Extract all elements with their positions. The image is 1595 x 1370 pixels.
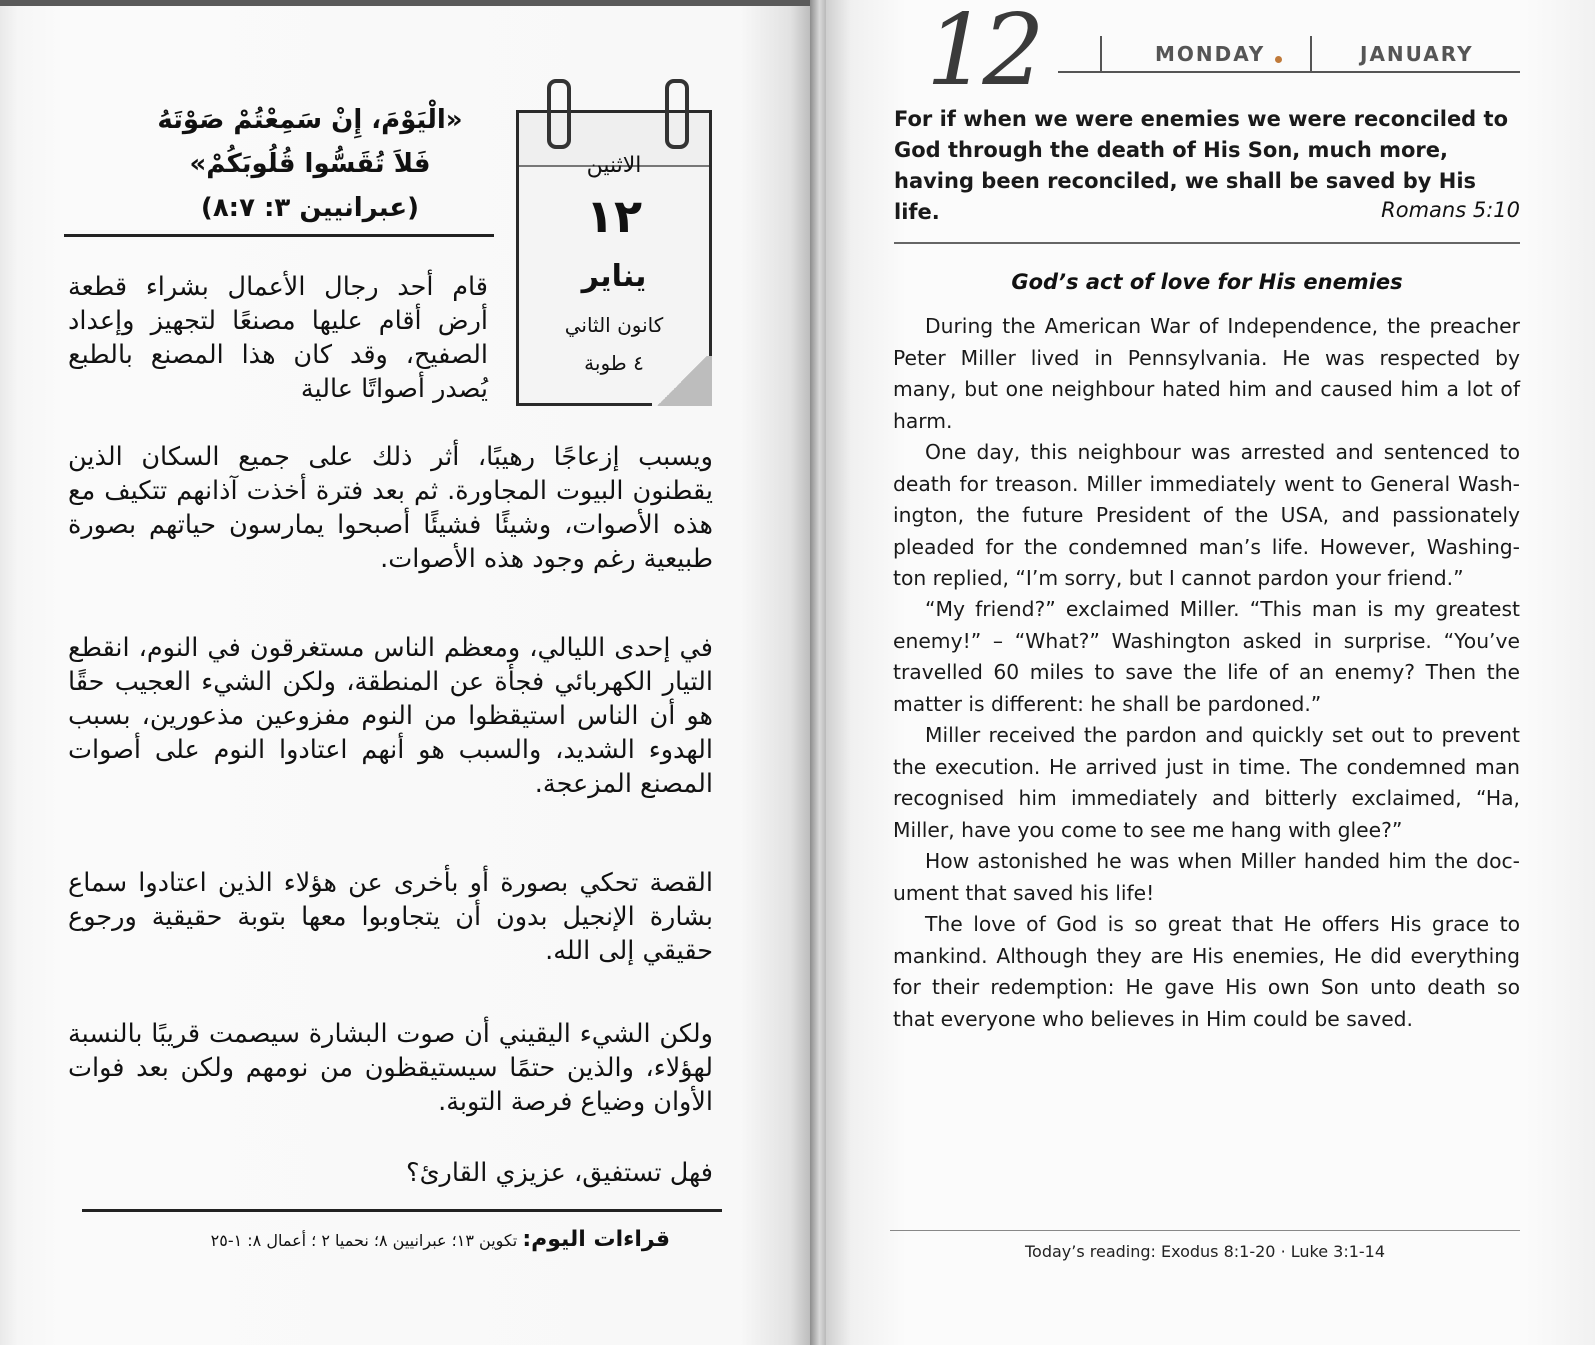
header-month: JANUARY bbox=[1360, 42, 1474, 66]
book-gutter bbox=[810, 0, 826, 1345]
arabic-paragraph: في إحدى الليالي، ومعظم الناس مستغرقون في النوم، انقطع التيار الكهربائي فجأة عن المنطقة، ولكن الشيء العجيب حقًا هو أن الناس استيقظوا من النوم مفزوعين مذعورين، بسبب الهدوء الشديد، والسبب هو أنهم اعتادوا النوم على أصوات المصنع المزعجة. bbox=[68, 633, 713, 799]
calendar-coptic-date: ٤ طوبة bbox=[584, 351, 644, 375]
english-paragraph: How astonished he was when Miller handed him the doc-ument that saved his life! bbox=[893, 849, 1520, 905]
verse-line-2: فَلاَ تُقَسُّوا قُلُوبَكُمْ» bbox=[189, 149, 431, 179]
todays-reading: Today’s reading: Exodus 8:1-20 · Luke 3:1-14 bbox=[1024, 1242, 1386, 1261]
verse-divider bbox=[64, 234, 494, 237]
header-separator bbox=[1100, 36, 1102, 72]
reading-divider bbox=[890, 1230, 1520, 1231]
calendar-syriac-month: كانون الثاني bbox=[564, 313, 664, 337]
arabic-daily-readings bbox=[110, 1227, 670, 1252]
calendar-weekday: الاثنين bbox=[586, 153, 642, 178]
arabic-paragraph: ويسبب إزعاجًا رهيبًا، أثر ذلك على جميع السكان الذين يقطنون البيوت المجاورة. ثم بعد فترة أخذت آذانهم تتكيف مع هذه الأصوات، وشيئًا فشيئًا أصبحوا يمارسون حياتهم بصورة طبيعية رغم وجود هذه الأصوات. bbox=[68, 442, 713, 574]
arabic-closing-question: فهل تستفيق، عزيزي القارئ؟ bbox=[406, 1158, 713, 1188]
readings-label: قراءات اليوم: bbox=[522, 1227, 670, 1252]
english-paragraph: Miller received the pardon and quickly set out to prevent the execution. He arrived just in time. The condemned man recognised him immediately and bitterly exclaimed, “Ha, Miller, have you come to see me hang with glee?” bbox=[893, 723, 1520, 842]
english-paragraph: During the American War of Independence, the preacher Peter Miller lived in Pennsylvania. He was respected by many, but one neighbour hated him and caused him a lot of harm. bbox=[893, 314, 1520, 433]
header-separator bbox=[1310, 36, 1312, 72]
devotion-title: God’s act of love for His enemies bbox=[1011, 270, 1403, 294]
calendar-ring-icon bbox=[547, 79, 571, 149]
calendar-icon bbox=[516, 110, 712, 406]
arabic-paragraph: قام أحد رجال الأعمال بشراء قطعة أرض أقام عليها مصنعًا لتجهيز وإعداد الصفيح، وقد كان هذا المصنع بالطبع يُصدر أصواتًا عالية bbox=[68, 272, 488, 404]
calendar-month: يناير bbox=[581, 259, 647, 294]
verse-reference: Romans 5:10 bbox=[1381, 198, 1520, 222]
verse-reference: (عبرانيين ٣: ٨:٧) bbox=[200, 193, 420, 223]
readings-divider bbox=[82, 1209, 722, 1212]
english-paragraph: One day, this neighbour was arrested and sentenced to death for treason. Miller immediately went to General Wash-ington, the future President of the USA, and passionately pleaded for the condemned man’s life. However, Washing-ton replied, “I’m sorry, but I cannot pardon your friend.” bbox=[893, 440, 1520, 590]
english-paragraph: The love of God is so great that He offers His grace to mankind. Although they are His enemies, He did everything for their redemption: He gave His own Son unto death so that everyone who believes in Him could be saved. bbox=[893, 912, 1520, 1031]
header-divider bbox=[1058, 71, 1520, 73]
verse-line-1: «الْيَوْمَ، إِنْ سَمِعْتُمْ صَوْتَهُ bbox=[157, 105, 463, 135]
arabic-daily-verse bbox=[120, 98, 500, 230]
scan-margin bbox=[0, 1345, 1595, 1370]
readings-text: تكوين ١٣؛ عبرانيين ٨؛ نحميا ٢ ؛ أعمال ٨: ١-٢٥ bbox=[210, 1231, 518, 1250]
dot-icon bbox=[1275, 56, 1282, 63]
header-weekday: MONDAY bbox=[1155, 42, 1266, 66]
calendar-ring-icon bbox=[665, 79, 689, 149]
big-date-number: 12 bbox=[926, 0, 1039, 108]
verse-divider bbox=[894, 242, 1520, 244]
arabic-paragraph: ولكن الشيء اليقيني أن صوت البشارة سيصمت قريبًا بالنسبة لهؤلاء، والذين حتمًا سيستيقظون من نومهم ولكن بعد فوات الأوان وضياع فرصة التوبة. bbox=[68, 1019, 713, 1117]
arabic-paragraph: القصة تحكي بصورة أو بأخرى عن هؤلاء الذين اعتادوا سماع بشارة الإنجيل بدون أن يتجاوبوا معها بتوبة حقيقية ورجوع حقيقي إلى الله. bbox=[68, 868, 713, 966]
left-page-arabic bbox=[0, 0, 810, 1345]
english-paragraph: “My friend?” exclaimed Miller. “This man is my greatest enemy!” – “What?” Washington asked in surprise. “You’ve travelled 60 miles to save the life of an enemy? Then the matter is different: he shall be pardoned.” bbox=[893, 597, 1520, 716]
calendar-day: ١٢ bbox=[585, 189, 643, 243]
english-daily-verse: For if when we were enemies we were reconciled to God through the death of His Son, much more, having been reconciled, we shall be saved by His life. bbox=[894, 107, 1508, 224]
